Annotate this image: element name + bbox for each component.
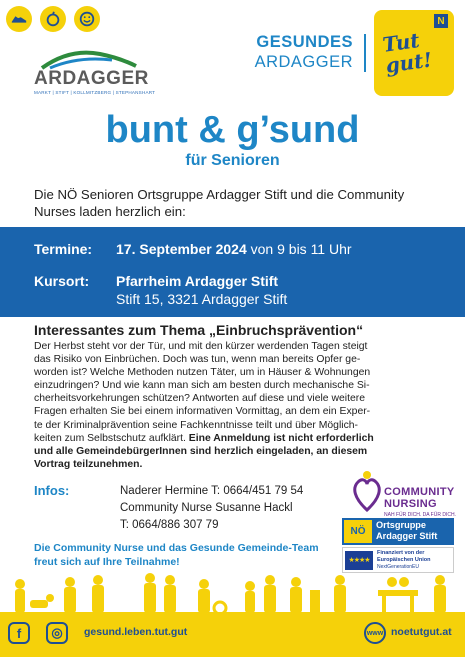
section-body <box>34 340 434 471</box>
kursort-row <box>34 273 278 289</box>
top-icon-row <box>6 6 100 32</box>
contact-line: Community Nurse Susanne Hackl <box>120 502 293 514</box>
contact-line: Naderer Hermine T: 0664/451 79 54 <box>120 485 304 497</box>
section-title: Interessantes zum Thema „Einbruchsprävention“ <box>34 322 364 338</box>
tut-gut-logo <box>374 10 454 96</box>
eu-line-1: Finanziert von der <box>377 550 425 556</box>
eu-line-3: NextGenerationEU <box>377 564 419 570</box>
termine-time: von 9 bis 11 Uhr <box>246 241 352 257</box>
body-line: te der Kriminalprävention seine Fachkenntnisse teilt und über Möglich- <box>34 419 359 431</box>
termine-date: 17. September 2024 <box>116 241 247 257</box>
community-nursing-heart-icon <box>350 470 384 516</box>
noe-senioren-badge: NÖ <box>344 520 372 543</box>
kursort-place: Pfarrheim Ardagger Stift <box>116 273 279 289</box>
apple-icon <box>40 6 66 32</box>
noe-badge-icon: N <box>434 14 448 28</box>
ardagger-logo <box>32 46 156 102</box>
cn-line-1: COMMUNITY <box>384 486 455 498</box>
body-line-bold: und alle GemeindebürgerInnen sind herzlich eingeladen, an diesem <box>34 445 368 457</box>
contact-line: T: 0664/886 307 79 <box>120 519 219 531</box>
body-line: einzudringen? Und wie kann man sich am besten durch mechanische Si- <box>34 380 370 392</box>
ardagger-logo-word: ARDAGGER <box>34 68 149 89</box>
body-line: das Risiko von Einbrüchen. Doch was tun, wenn man bereits Opfer ge- <box>34 354 361 366</box>
infos-label: Infos: <box>34 483 70 498</box>
eu-flag-icon: ★★★★ <box>345 551 373 570</box>
cn-line-2: NURSING <box>384 498 437 510</box>
smiley-icon <box>74 6 100 32</box>
brand-line-1: GESUNDES <box>256 33 353 51</box>
facebook-icon[interactable]: f <box>8 622 30 644</box>
page-title: bunt & g’sund <box>105 109 360 151</box>
gesundes-ardagger-brand <box>255 32 353 72</box>
kursort-address: Stift 15, 3321 Ardagger Stift <box>116 291 288 307</box>
ortsgruppe-logo <box>342 518 454 545</box>
body-line-bold: Eine Anmeldung ist nicht erforderlich <box>188 432 374 444</box>
body-line: Fragen erhalten Sie bei einem informativen Vormittag, an dem ein Exper- <box>34 406 371 418</box>
termine-row <box>34 241 352 257</box>
eu-text <box>377 550 430 563</box>
brand-line-2: ARDAGGER <box>254 53 353 71</box>
community-nursing-logo <box>350 460 460 518</box>
body-line <box>34 432 434 445</box>
body-line: worden ist? Welche Methoden nutzen Täter, um in Häuser & Wohnungen <box>34 367 371 379</box>
instagram-icon[interactable]: ◎ <box>46 622 68 644</box>
cn-tagline: NAH FÜR DICH. DA FÜR DICH. <box>384 512 456 518</box>
og-line-2: Ardagger Stift <box>376 531 438 541</box>
event-details-band <box>0 227 465 317</box>
ortsgruppe-text <box>376 520 437 542</box>
ardagger-hills-graphic <box>40 46 138 70</box>
body-line: cherheitsvorkehrungen schützen? Antworten auf diese und viele weitere <box>34 393 365 405</box>
website-link[interactable]: noetutgut.at <box>391 626 452 638</box>
brand-divider <box>364 34 366 72</box>
body-line-bold: Vortrag teilzunehmen. <box>34 458 143 470</box>
footer-bar <box>0 612 465 657</box>
globe-icon: www <box>364 622 386 644</box>
social-handle[interactable]: gesund.leben.tut.gut <box>84 626 188 638</box>
kursort-label: Kursort: <box>34 273 90 289</box>
body-line <box>34 445 434 458</box>
shoe-icon <box>6 6 32 32</box>
body-line-plain: keiten zum Selbstschutz aufklärt. <box>34 432 189 444</box>
body-line: Der Herbst steht vor der Tür, und mit den kürzer werdenden Tagen steigt <box>34 341 368 352</box>
termine-label: Termine: <box>34 241 93 257</box>
ardagger-logo-subline: MARKT | STIFT | KOLLMITZBERG | STEPHANSHART <box>34 90 156 95</box>
infos-contacts <box>120 483 303 534</box>
eu-line-2: Europäischen Union <box>377 556 431 563</box>
intro-text: Die NÖ Senioren Ortsgruppe Ardagger Stift und die Community Nurses laden herzlich ein: <box>34 187 405 219</box>
tut-gut-text: Tut gut! <box>381 27 434 78</box>
og-line-1: Ortsgruppe <box>376 520 427 530</box>
page-subtitle: für Senioren <box>185 152 280 169</box>
closing-text: Die Community Nurse und das Gesunde Gemeinde-Team freut sich auf Ihre Teilnahme! <box>34 542 319 568</box>
